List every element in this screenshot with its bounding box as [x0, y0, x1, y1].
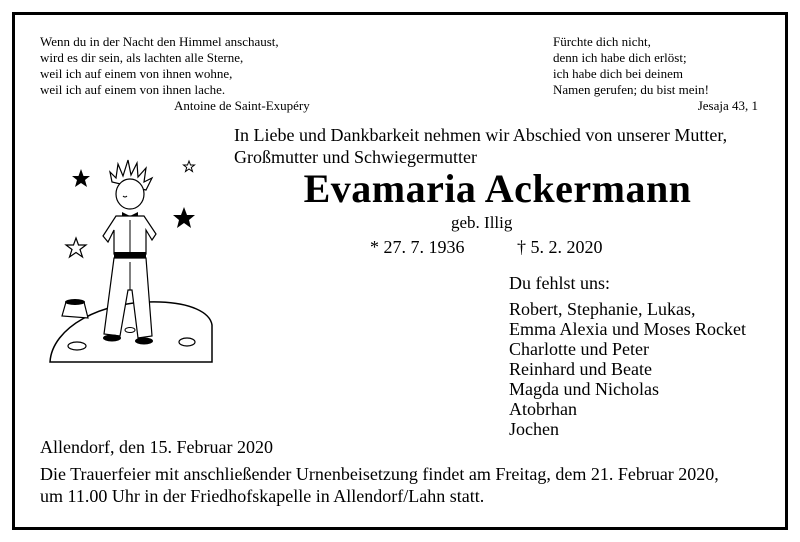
- verse-reference: Jesaja 43, 1: [697, 98, 758, 113]
- list-item: Emma Alexia und Moses Rocket: [509, 319, 746, 339]
- quote-line: Wenn du in der Nacht den Himmel anschaust,: [40, 34, 279, 49]
- quote-bible-verse: [553, 34, 709, 98]
- intro-line: In Liebe und Dankbarkeit nehmen wir Abschied von unserer Mutter,: [234, 125, 728, 145]
- service-info: [40, 463, 719, 507]
- list-item: Reinhard und Beate: [509, 359, 652, 379]
- born-name: geb. Illig: [451, 213, 513, 232]
- mourners-heading: Du fehlst uns:: [509, 273, 610, 293]
- quote-line: weil ich auf einem von ihnen wohne,: [40, 66, 233, 81]
- list-item: Jochen: [509, 419, 559, 439]
- quote-saint-exupery: [40, 34, 279, 98]
- quote-author: Antoine de Saint-Exupéry: [174, 98, 310, 113]
- intro-text: [234, 124, 774, 168]
- mourners-list: [509, 273, 746, 439]
- list-item: Atobrhan: [509, 399, 577, 419]
- star-icon: [72, 169, 90, 187]
- quote-line: weil ich auf einem von ihnen lache.: [40, 82, 226, 97]
- little-prince-on-planet-icon: [40, 150, 230, 370]
- intro-line: Großmutter und Schwiegermutter: [234, 147, 477, 167]
- star-icon: [173, 207, 195, 228]
- death-date: † 5. 2. 2020: [517, 237, 603, 257]
- list-item: Magda und Nicholas: [509, 379, 659, 399]
- place-date: Allendorf, den 15. Februar 2020: [40, 437, 273, 457]
- quote-line: wird es dir sein, als lachten alle Sterne,: [40, 50, 244, 65]
- deceased-name: Evamaria Ackermann: [303, 166, 692, 211]
- star-icon: [66, 238, 86, 257]
- quote-line: denn ich habe dich erlöst;: [553, 50, 687, 65]
- quote-line: ich habe dich bei deinem: [553, 66, 683, 81]
- quote-line: Fürchte dich nicht,: [553, 34, 651, 49]
- list-item: Robert, Stephanie, Lukas,: [509, 299, 696, 319]
- quote-line: Namen gerufen; du bist mein!: [553, 82, 709, 97]
- service-line: Die Trauerfeier mit anschließender Urnenbeisetzung findet am Freitag, dem 21. Februar 2020,: [40, 464, 719, 484]
- birth-date: * 27. 7. 1936: [370, 237, 465, 257]
- list-item: Charlotte und Peter: [509, 339, 649, 359]
- star-icon: [184, 161, 195, 172]
- service-line: um 11.00 Uhr in der Friedhofskapelle in Allendorf/Lahn statt.: [40, 486, 485, 506]
